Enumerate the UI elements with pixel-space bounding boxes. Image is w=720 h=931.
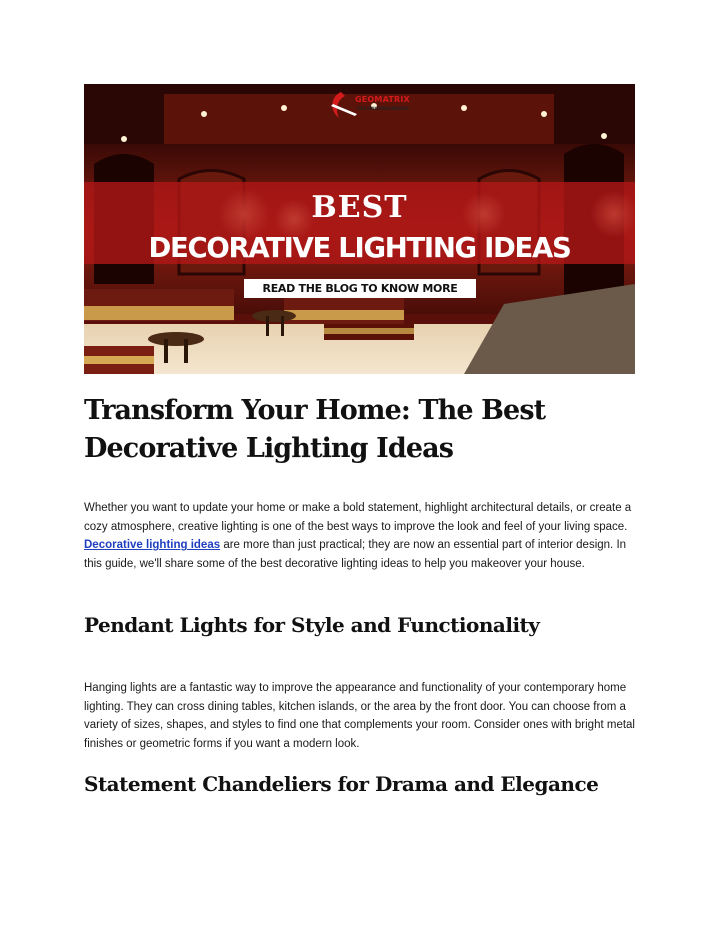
article-title: Transform Your Home: The Best Decorative Lighting Ideas (84, 395, 546, 464)
logo-subtitle: TECHNOENGINEERS (357, 107, 410, 112)
intro-text-before-link: Whether you want to update your home or make a bold statement, highlight architectural details, or create a cozy atmosphere, creative lighting is one of the best ways to improve the look and feel of your living space. (84, 502, 632, 533)
logo-swoosh-icon (327, 88, 363, 124)
pendant-lights-paragraph: Hanging lights are a fantastic way to improve the appearance and functionality of your contemporary home lighting. They can cross dining tables, kitchen islands, or the area by the front door. You can choose from a variety of sizes, shapes, and styles to find one that complements your room. Consider ones with bright metal finishes or geometric forms if you want a modern look. (84, 682, 635, 751)
banner-headline: DECORATIVE LIGHTING IDEAS (148, 232, 571, 264)
logo-name: GEOMATRIX (355, 95, 410, 104)
intro-paragraph (84, 499, 640, 574)
intro-text-after-link: are more than just practical; they are now an essential part of interior design. In this guide, we'll share some of the best decorative lighting ideas to help you makeover your house. (84, 539, 627, 571)
hero-banner (84, 84, 635, 374)
read-blog-cta: READ THE BLOG TO KNOW MORE (244, 279, 476, 298)
banner-best-text: BEST (311, 190, 408, 225)
decorative-lighting-ideas-link[interactable]: Decorative lighting ideas (84, 539, 221, 552)
section-heading-statement-chandeliers: Statement Chandeliers for Drama and Elegance (84, 772, 599, 796)
geomatrix-logo (327, 88, 410, 124)
section-heading-pendant-lights: Pendant Lights for Style and Functionality (84, 613, 540, 637)
